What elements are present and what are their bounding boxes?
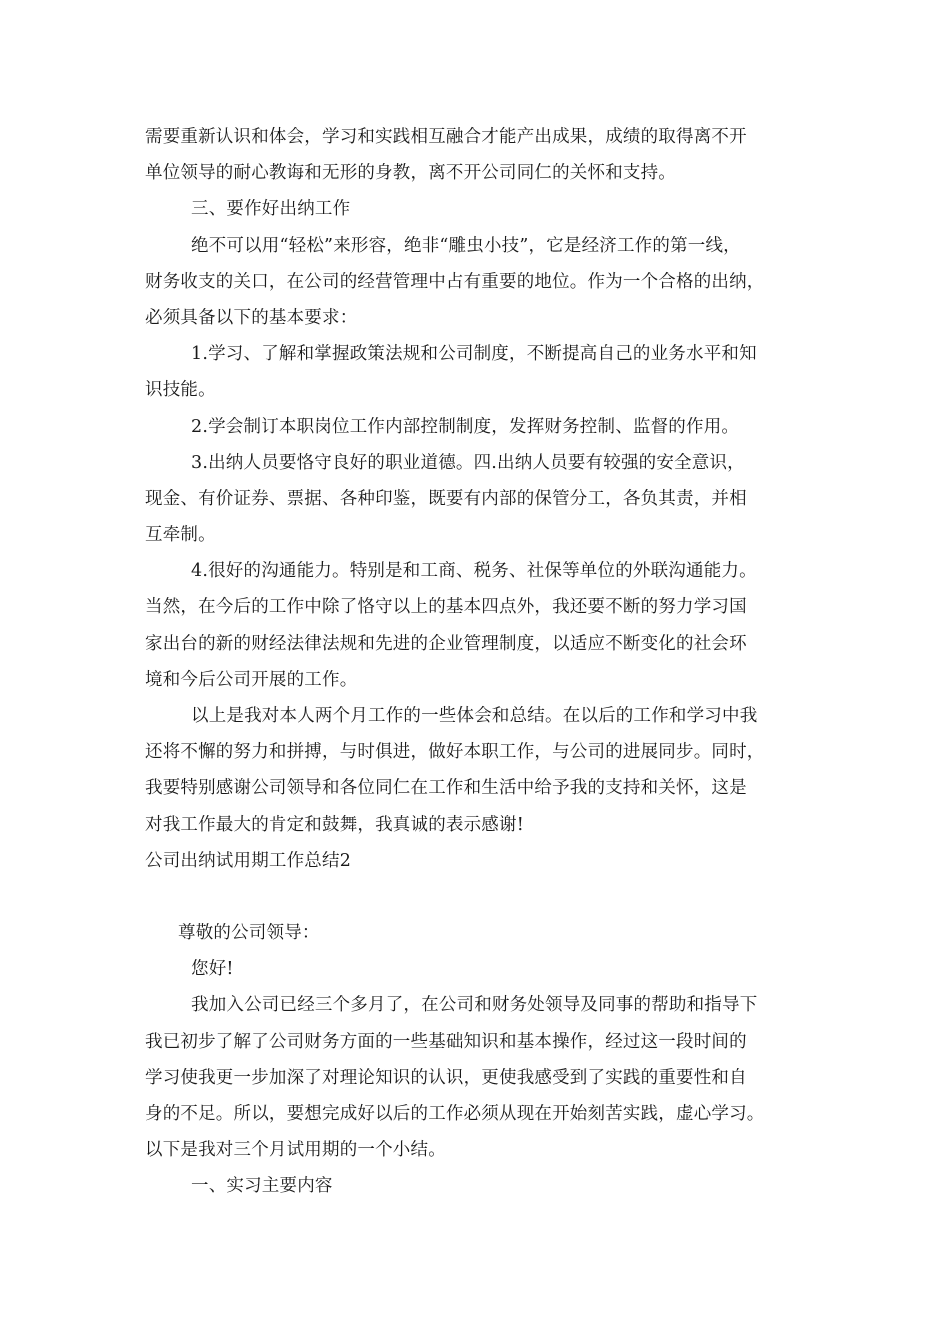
text-line: 互牵制。: [145, 525, 216, 546]
text-line: 家出台的新的财经法律法规和先进的企业管理制度，以适应不断变化的社会环: [145, 633, 747, 654]
text-line: 身的不足。所以，要想完成好以后的工作必须从现在开始刻苦实践，虚心学习。: [145, 1103, 765, 1124]
list-item: 3.出纳人员要恪守良好的职业道德。四.出纳人员要有较强的安全意识，: [191, 452, 745, 473]
text-line: 境和今后公司开展的工作。: [145, 669, 358, 690]
section-heading: 三、要作好出纳工作: [191, 199, 351, 220]
text-line: 学习使我更一步加深了对理论知识的认识，更使我感受到了实践的重要性和自: [145, 1067, 747, 1088]
text-line: 我已初步了解了公司财务方面的一些基础知识和基本操作，经过这一段时间的: [145, 1031, 747, 1052]
document-body: [145, 119, 810, 1204]
list-item: 1.学习、了解和掌握政策法规和公司制度，不断提高自己的业务水平和知: [191, 344, 757, 365]
text-line: 对我工作最大的肯定和鼓舞，我真诚的表示感谢!: [145, 814, 524, 835]
text-line: 还将不懈的努力和拼搏，与时俱进，做好本职工作，与公司的进展同步。同时，: [145, 742, 765, 763]
text-line: 财务收支的关口，在公司的经营管理中占有重要的地位。作为一个合格的出纳，: [145, 271, 765, 292]
text-line: 必须具备以下的基本要求：: [145, 307, 358, 328]
greeting: 您好!: [191, 959, 234, 980]
document-title: 公司出纳试用期工作总结2: [145, 850, 352, 871]
text-line: 我要特别感谢公司领导和各位同仁在工作和生活中给予我的支持和关怀，这是: [145, 778, 747, 799]
text-line: 识技能。: [145, 380, 216, 401]
text-line: 我加入公司已经三个多月了，在公司和财务处领导及同事的帮助和指导下: [191, 995, 758, 1016]
text-line: 现金、有价证券、票据、各种印鉴，既要有内部的保管分工，各负其责，并相: [145, 488, 747, 509]
list-item: 2.学会制订本职岗位工作内部控制制度，发挥财务控制、监督的作用。: [191, 416, 740, 437]
text-line: 当然，在今后的工作中除了恪守以上的基本四点外，我还要不断的努力学习国: [145, 597, 747, 618]
blank-line: [145, 879, 810, 915]
text-line: 单位领导的耐心教诲和无形的身教，离不开公司同仁的关怀和支持。: [145, 163, 676, 184]
text-line: 以上是我对本人两个月工作的一些体会和总结。在以后的工作和学习中我: [191, 706, 758, 726]
section-heading: 一、实习主要内容: [191, 1176, 333, 1197]
text-line: 以下是我对三个月试用期的一个小结。: [145, 1140, 446, 1161]
salutation: 尊敬的公司领导：: [178, 922, 320, 943]
text-line: 绝不可以用“轻松”来形容，绝非“雕虫小技”，它是经济工作的第一线，: [191, 235, 741, 256]
text-line: 需要重新认识和体会，学习和实践相互融合才能产出成果，成绩的取得离不开: [145, 127, 747, 147]
list-item: 4.很好的沟通能力。特别是和工商、税务、社保等单位的外联沟通能力。: [191, 561, 757, 582]
